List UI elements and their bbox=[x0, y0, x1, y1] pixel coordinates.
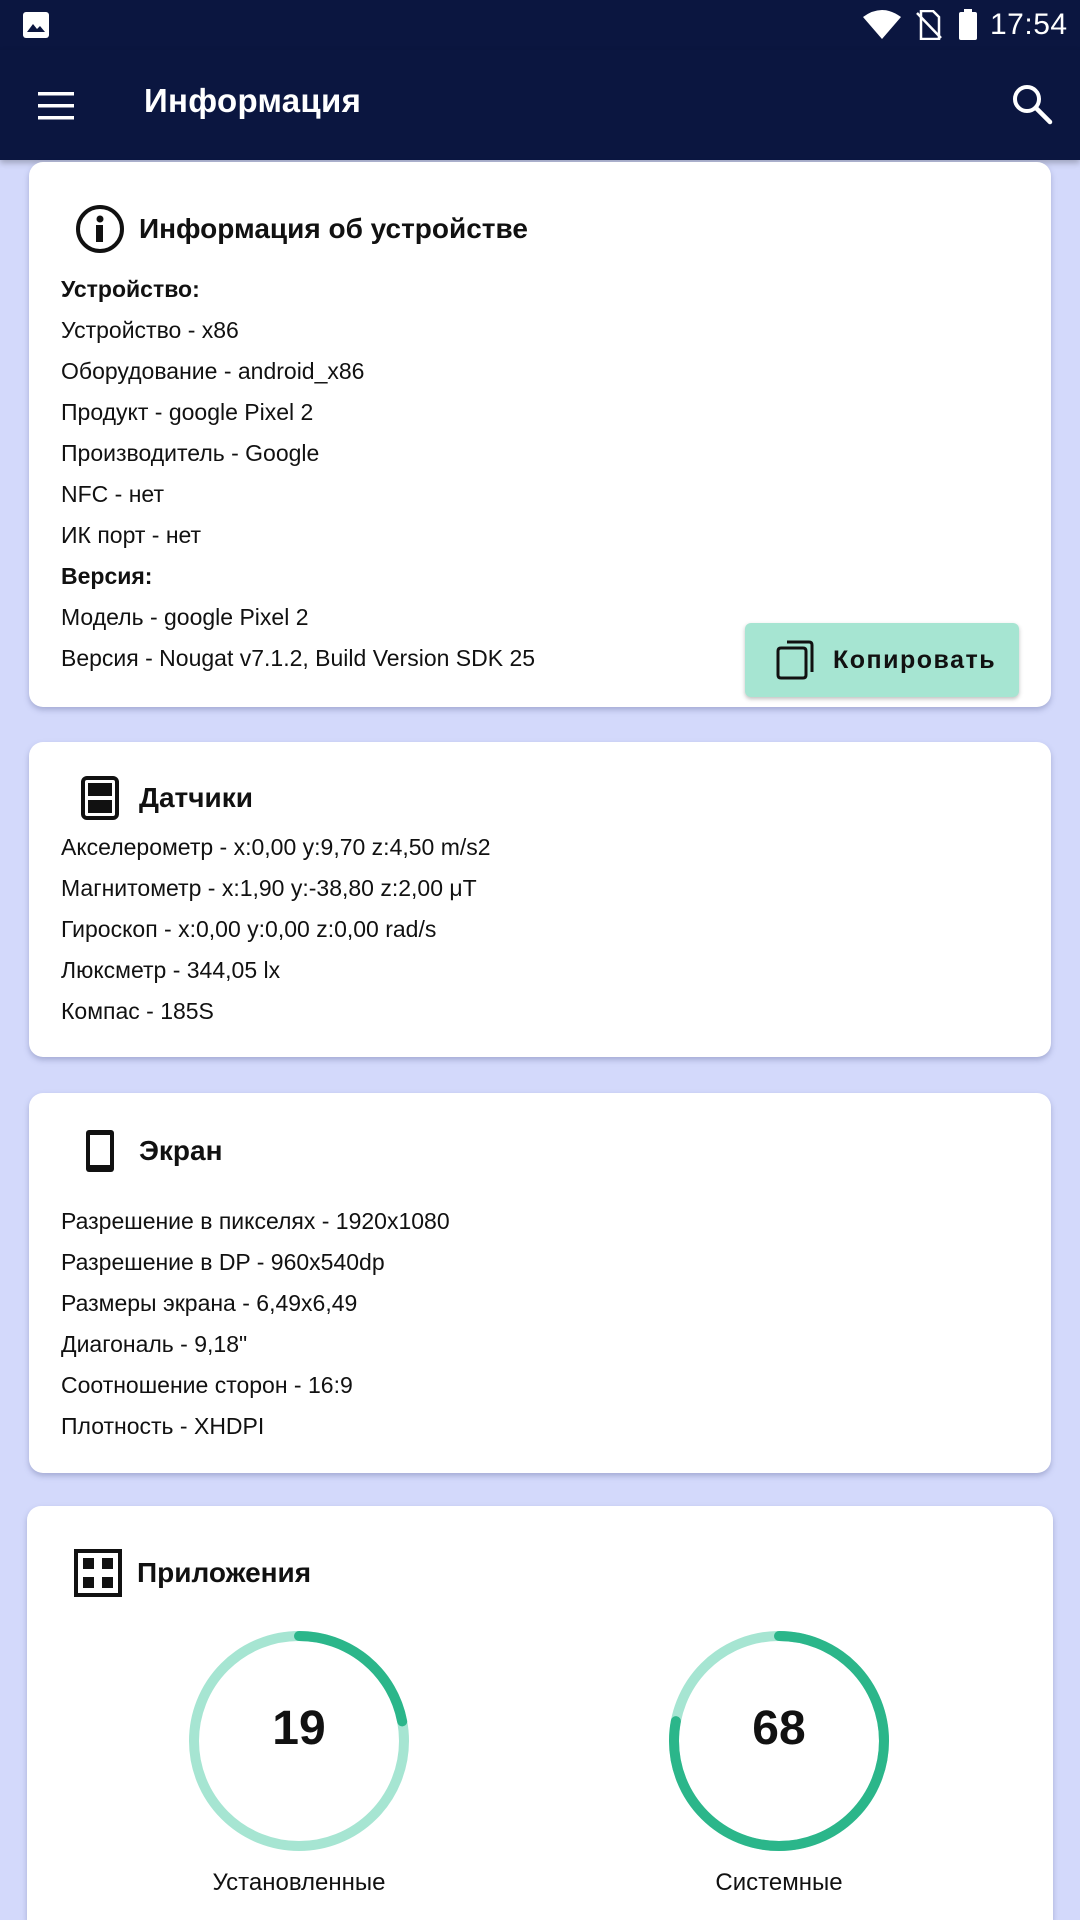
search-icon[interactable] bbox=[1010, 82, 1054, 126]
device-info-card bbox=[29, 162, 1051, 707]
info-line: Производитель - Google bbox=[61, 440, 320, 466]
copy-icon bbox=[775, 639, 815, 681]
menu-icon[interactable] bbox=[36, 86, 76, 126]
copy-button[interactable] bbox=[745, 623, 1019, 697]
apps-header bbox=[73, 1548, 311, 1598]
copy-button-label: Копировать bbox=[833, 645, 997, 674]
screen-lines bbox=[61, 1201, 450, 1447]
apps-grid-icon bbox=[73, 1548, 123, 1598]
apps-title: Приложения bbox=[137, 1557, 312, 1588]
device-info-lines bbox=[61, 269, 535, 679]
info-line: Соотношение сторон - 16:9 bbox=[61, 1372, 353, 1398]
info-line: Оборудование - android_x86 bbox=[61, 358, 365, 384]
section-label: Версия: bbox=[61, 563, 153, 589]
sensor-icon bbox=[75, 773, 125, 823]
screen-title: Экран bbox=[139, 1135, 223, 1166]
status-time: 17:54 bbox=[990, 8, 1068, 41]
info-line: Устройство - x86 bbox=[61, 317, 239, 343]
info-line: Разрешение в DP - 960x540dp bbox=[61, 1249, 385, 1275]
system-apps-count: 68 bbox=[752, 1702, 806, 1755]
info-line: Люксметр - 344,05 lx bbox=[61, 957, 281, 983]
page-title: Информация bbox=[144, 82, 362, 119]
installed-apps-label: Установленные bbox=[212, 1869, 386, 1896]
info-line: Плотность - XHDPI bbox=[61, 1413, 265, 1439]
sensors-card bbox=[29, 742, 1051, 1057]
phone-icon bbox=[75, 1126, 125, 1176]
info-line: Диагональ - 9,18" bbox=[61, 1331, 248, 1357]
sensors-lines bbox=[61, 827, 491, 1032]
info-line: Размеры экрана - 6,49x6,49 bbox=[61, 1290, 358, 1316]
app-bar bbox=[0, 50, 1080, 160]
wifi-icon bbox=[862, 10, 902, 40]
system-apps-gauge[interactable] bbox=[659, 1621, 899, 1897]
installed-apps-count: 19 bbox=[272, 1702, 326, 1755]
screen-card bbox=[29, 1093, 1051, 1473]
sensors-title: Датчики bbox=[139, 782, 253, 813]
no-sim-icon bbox=[916, 10, 942, 40]
info-line: Модель - google Pixel 2 bbox=[61, 604, 309, 630]
device-info-title: Информация об устройстве bbox=[139, 213, 528, 244]
sensors-header bbox=[75, 773, 253, 823]
system-apps-label: Системные bbox=[715, 1869, 843, 1896]
info-line: Акселерометр - x:0,00 y:9,70 z:4,50 m/s2 bbox=[61, 834, 491, 860]
info-line: NFC - нет bbox=[61, 481, 164, 507]
gallery-notification-icon bbox=[22, 11, 50, 39]
info-line: Продукт - google Pixel 2 bbox=[61, 399, 314, 425]
info-line: Гироскоп - x:0,00 y:0,00 z:0,00 rad/s bbox=[61, 916, 437, 942]
apps-card bbox=[27, 1506, 1053, 1920]
info-icon bbox=[75, 204, 125, 254]
info-line: ИК порт - нет bbox=[61, 522, 202, 548]
info-line: Разрешение в пикселях - 1920x1080 bbox=[61, 1208, 450, 1234]
info-line: Магнитометр - x:1,90 y:-38,80 z:2,00 μT bbox=[61, 875, 477, 901]
screen-header bbox=[75, 1126, 223, 1176]
status-bar bbox=[0, 0, 1080, 50]
info-line: Версия - Nougat v7.1.2, Build Version SDK 25 bbox=[61, 645, 536, 671]
info-line: Компас - 185S bbox=[61, 998, 214, 1024]
device-info-header bbox=[75, 204, 528, 254]
installed-apps-gauge[interactable] bbox=[179, 1621, 419, 1897]
battery-icon bbox=[958, 9, 978, 41]
section-label: Устройство: bbox=[61, 276, 200, 302]
